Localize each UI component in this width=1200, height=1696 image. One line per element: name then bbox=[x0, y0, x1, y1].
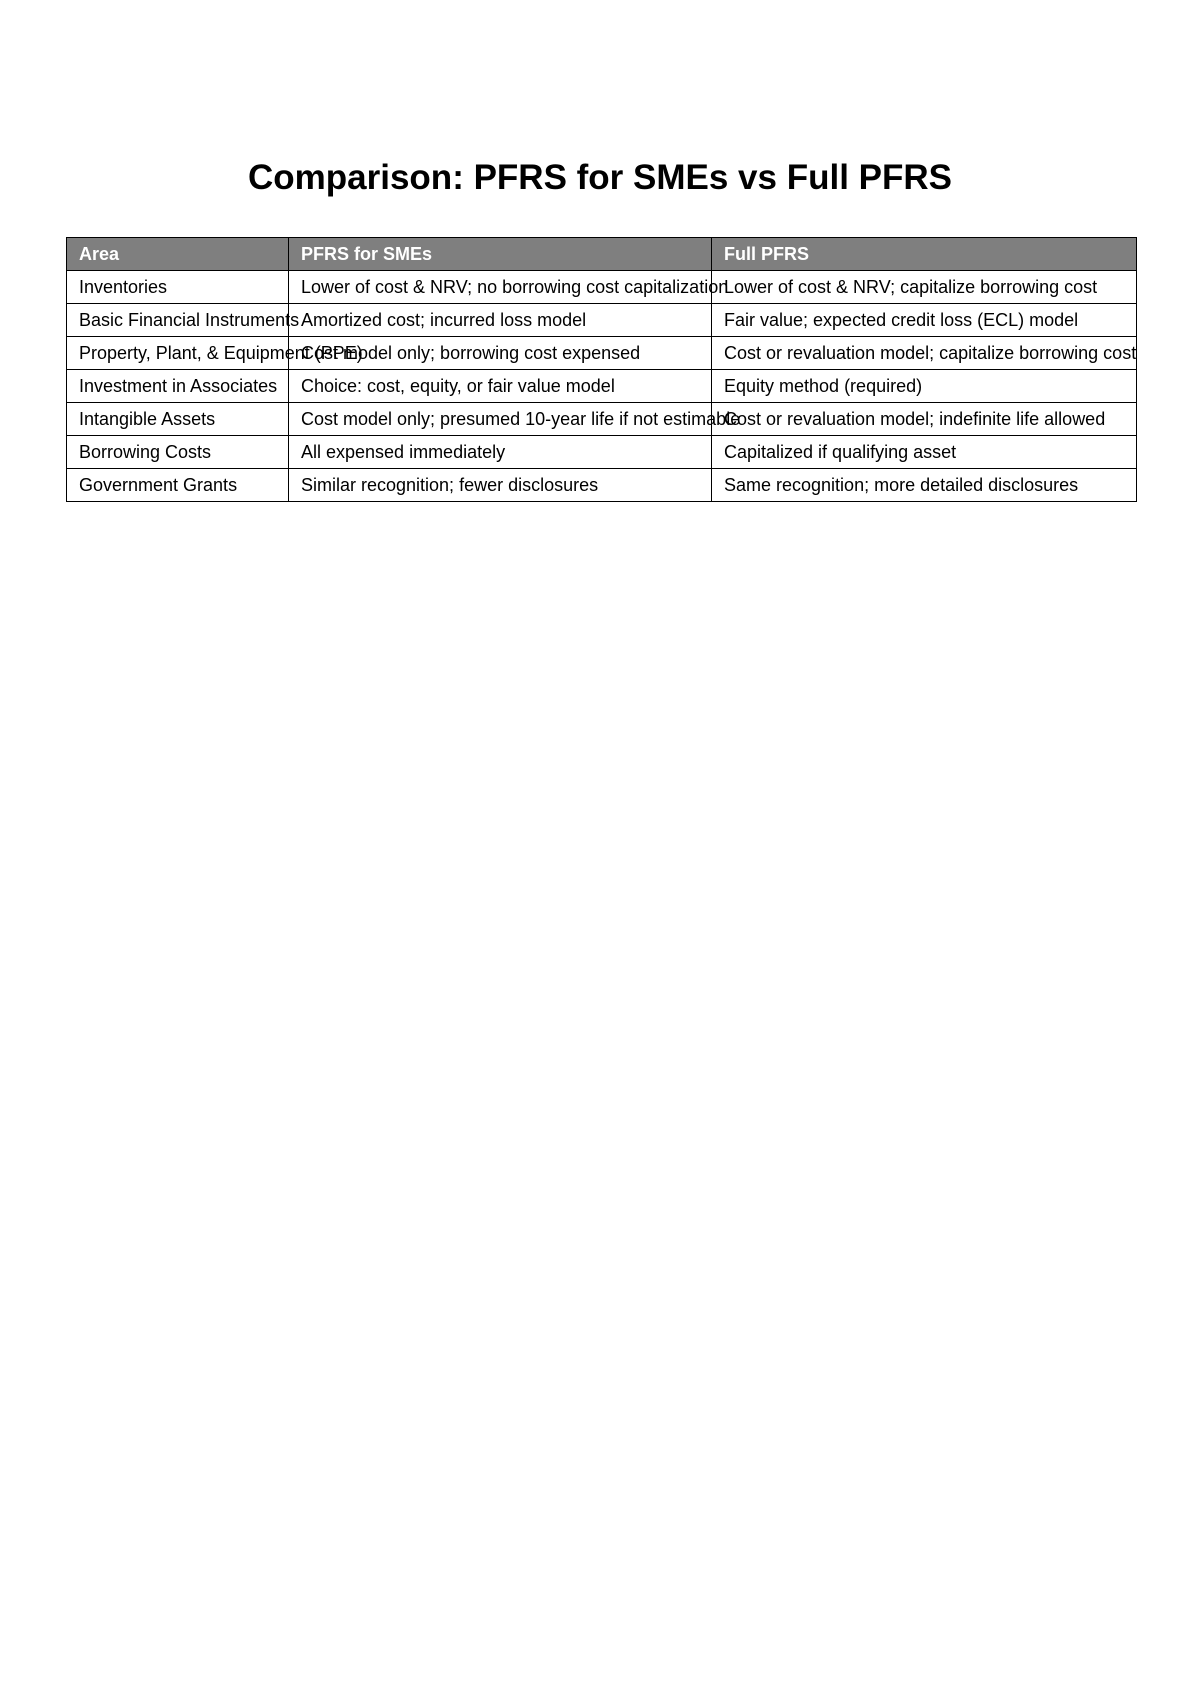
cell-full-pfrs bbox=[712, 469, 1137, 502]
column-header-label: Area bbox=[79, 243, 120, 264]
comparison-table bbox=[66, 237, 1137, 502]
cell-full-pfrs bbox=[712, 403, 1137, 436]
cell-text: Investment in Associates bbox=[79, 375, 278, 396]
cell-text: Borrowing Costs bbox=[79, 441, 212, 462]
cell-area bbox=[67, 370, 289, 403]
cell-text: Property, Plant, & Equipment (PPE) bbox=[79, 342, 363, 363]
cell-text: Government Grants bbox=[79, 474, 238, 495]
page-title: Comparison: PFRS for SMEs vs Full PFRS bbox=[248, 158, 952, 197]
cell-pfrs-for-smes bbox=[289, 370, 712, 403]
table-header-row bbox=[67, 238, 1137, 271]
cell-text: Intangible Assets bbox=[79, 408, 216, 429]
cell-area bbox=[67, 436, 289, 469]
cell-text: Basic Financial Instruments bbox=[79, 309, 300, 330]
cell-text: All expensed immediately bbox=[301, 441, 506, 462]
cell-area bbox=[67, 271, 289, 304]
table-row bbox=[67, 337, 1137, 370]
cell-text: Cost or revaluation model; indefinite life allowed bbox=[724, 408, 1106, 429]
table-row bbox=[67, 403, 1137, 436]
column-header-full-pfrs bbox=[712, 238, 1137, 271]
column-header-label: PFRS for SMEs bbox=[301, 243, 433, 264]
cell-text: Inventories bbox=[79, 276, 168, 297]
cell-pfrs-for-smes bbox=[289, 337, 712, 370]
column-header-label: Full PFRS bbox=[724, 243, 809, 264]
cell-text: Choice: cost, equity, or fair value model bbox=[301, 375, 615, 396]
cell-full-pfrs bbox=[712, 304, 1137, 337]
cell-pfrs-for-smes bbox=[289, 403, 741, 436]
table-row bbox=[67, 469, 1137, 502]
cell-text: Equity method (required) bbox=[724, 375, 923, 396]
cell-full-pfrs bbox=[712, 370, 1137, 403]
cell-text: Cost or revaluation model; capitalize borrowing cost bbox=[724, 342, 1137, 363]
cell-pfrs-for-smes bbox=[289, 304, 712, 337]
cell-full-pfrs bbox=[712, 271, 1137, 304]
cell-text: Similar recognition; fewer disclosures bbox=[301, 474, 599, 495]
cell-text: Lower of cost & NRV; no borrowing cost capitalization bbox=[301, 276, 729, 297]
cell-pfrs-for-smes bbox=[289, 271, 729, 304]
cell-text: Cost model only; borrowing cost expensed bbox=[301, 342, 641, 363]
table-row bbox=[67, 370, 1137, 403]
cell-full-pfrs bbox=[712, 337, 1137, 370]
table-row bbox=[67, 304, 1137, 337]
cell-text: Capitalized if qualifying asset bbox=[724, 441, 957, 462]
cell-area bbox=[67, 469, 289, 502]
cell-text: Lower of cost & NRV; capitalize borrowing cost bbox=[724, 276, 1098, 297]
cell-text: Cost model only; presumed 10-year life if not estimable bbox=[301, 408, 741, 429]
column-header-area bbox=[67, 238, 289, 271]
cell-text: Same recognition; more detailed disclosures bbox=[724, 474, 1079, 495]
cell-pfrs-for-smes bbox=[289, 469, 712, 502]
cell-text: Amortized cost; incurred loss model bbox=[301, 309, 587, 330]
table-row bbox=[67, 271, 1137, 304]
column-header-pfrs-for-smes bbox=[289, 238, 712, 271]
table-row bbox=[67, 436, 1137, 469]
cell-full-pfrs bbox=[712, 436, 1137, 469]
cell-area bbox=[67, 337, 363, 370]
cell-pfrs-for-smes bbox=[289, 436, 712, 469]
cell-area bbox=[67, 304, 300, 337]
cell-text: Fair value; expected credit loss (ECL) model bbox=[724, 309, 1079, 330]
cell-area bbox=[67, 403, 289, 436]
